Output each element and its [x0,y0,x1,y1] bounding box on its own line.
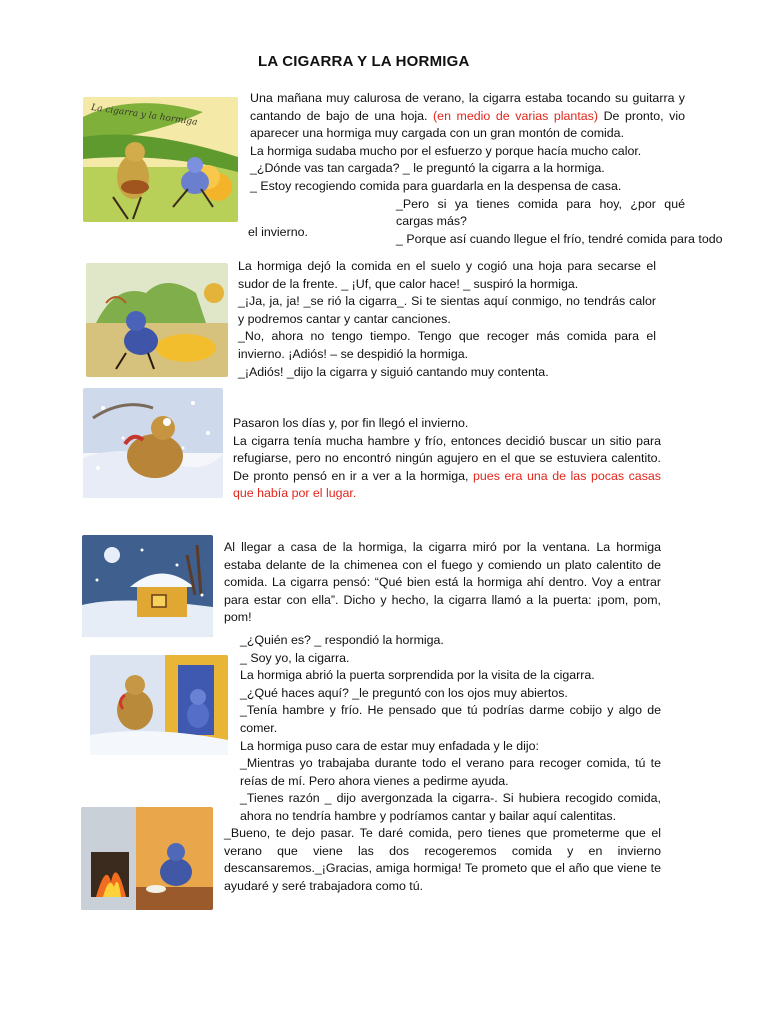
illustration-door-visit [90,655,228,755]
section-4-text [224,539,661,627]
illustration-ant-sweating [86,263,228,377]
section-6-text [224,825,661,895]
illustration-fireplace [81,807,213,910]
text-paragraph: La hormiga dejó la comida en el suelo y cogió una hoja para secarse el sudor de la frente. _ ¡Uf, que calor hace! _ suspiró la hormiga. [238,259,656,291]
text-line: _ Soy yo, la cigarra. [240,650,350,665]
section-3-text [233,415,661,503]
illustration-cicada-winter [83,388,223,498]
text-line: _¿Dónde vas tan cargada? _ le preguntó la cigarra a la hormiga. [250,161,605,176]
illustration-caption: La cigarra y la hormiga [90,102,199,128]
text-line: el invierno. [248,225,308,239]
text-paragraph: _¡Ja, ja, ja! _se rió la cigarra_. Si te sientas aquí conmigo, no tendrás calor y podremos cantar y cantar canciones. [238,294,656,326]
red-note: pues era una de las pocas casas que había por el lugar. [233,468,661,501]
section-1-paragraph: Una mañana muy calurosa de verano, la cigarra estaba tocando su guitarra y cantando de bajo de una hoja. (en medio de varias plantas) De pronto, vio aparecer una hormiga muy cargada con un gran montón de comida. [250,91,686,141]
text-line: _¿Qué haces aquí? _le preguntó con los ojos muy abiertos. [240,685,568,700]
section-5-text [240,632,661,826]
text-line: _ Porque así cuando llegue el frío, tendré comida para todo [396,231,723,246]
text-line: La hormiga puso cara de estar muy enfadada y le dijo: [240,738,539,753]
text-paragraph: _No, ahora no tengo tiempo. Tengo que recoger más comida para el invierno. ¡Adiós! – se despidió la hormiga. [238,329,656,361]
text-line: _Tenía hambre y frío. He pensado que tú podrías darme cobijo y algo de comer. [240,703,661,735]
text-line: _Pero si ya tienes comida para hoy, ¿por qué cargas más? [396,196,685,229]
text-paragraph: _Tienes razón _ dijo avergonzada la cigarra-. Si hubiera recogido comida, ahora no tendría hambre y podríamos cantar y bailar aquí calentitas. [240,791,661,823]
red-note: (en medio de varias plantas) [433,108,598,123]
text-paragraph: La cigarra tenía mucha hambre y frío, entonces decidió buscar un sitio para refugiarse, pero no encontró ningún agujero en el que se estuviera calentito. De pronto pensó en ir a ver a la hormiga, pues era una de las pocas casas que había por el lugar. [233,433,661,501]
text-line: La hormiga abrió la puerta sorprendida por la visita de la cigarra. [240,668,595,683]
text-paragraph: _¡Adiós! _dijo la cigarra y siguió cantando muy contenta. [238,364,549,379]
illustration-summer-guitar [83,97,238,222]
text-line: _ Estoy recogiendo comida para guardarla en la despensa de casa. [250,178,622,193]
text-paragraph: Pasaron los días y, por fin llegó el invierno. [233,416,469,430]
text-paragraph: _Mientras yo trabajaba durante todo el verano para recoger comida, tú te reías de mí. Pero ahora vienes a pedirme ayuda. [240,756,661,788]
page-title: LA CIGARRA Y LA HORMIGA [258,53,470,70]
text-paragraph: Al llegar a casa de la hormiga, la cigarra miró por la ventana. La hormiga estaba delante de la chimenea con el fuego y comiendo un plato calentito de comida. La cigarra pensó: “Qué bien está la hormiga ahí dentro. Voy a entrar para estar con ella”. Dicho y hecho, la cigarra llamó a la puerta: ¡pom, pom, pom! [224,540,661,625]
illustration-ant-house-snow [82,535,213,637]
section-1-text [250,90,723,248]
text-paragraph: _Bueno, te dejo pasar. Te daré comida, pero tienes que prometerme que el verano que viene las dos recogeremos comida y en invierno descansaremos._¡Gracias, amiga hormiga! Te prometo que el año que viene te ayudaré y seré trabajadora como tú. [224,826,661,893]
text-line: _¿Quién es? _ respondió la hormiga. [240,633,444,647]
text-line: La hormiga sudaba mucho por el esfuerzo y porque hacía mucho calor. [250,143,642,158]
section-2-text [238,258,656,381]
